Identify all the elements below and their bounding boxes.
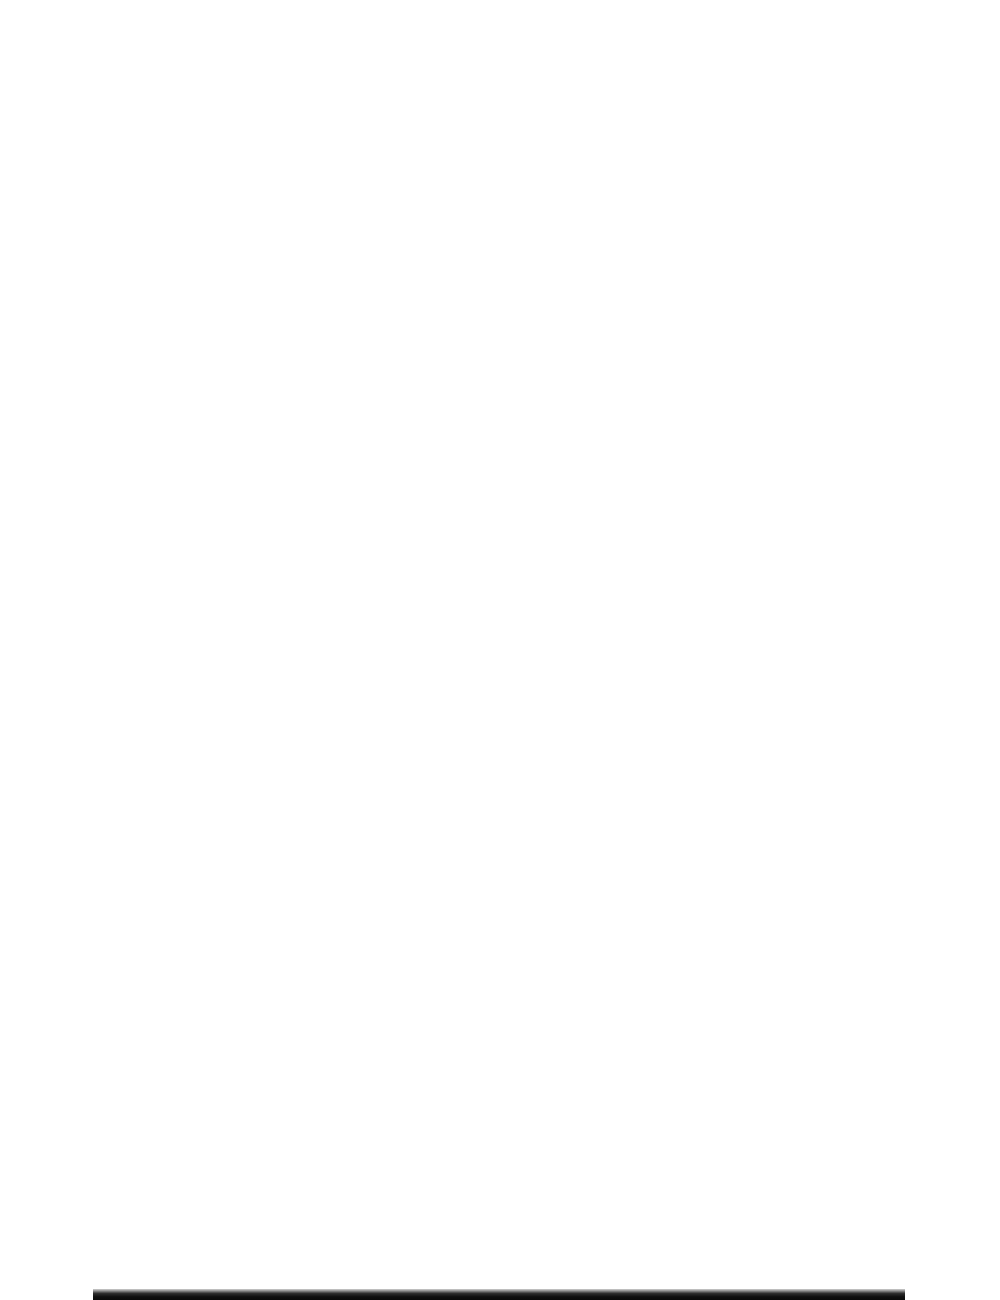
toc-content [230,100,813,133]
page-bottom-edge [93,1289,905,1300]
